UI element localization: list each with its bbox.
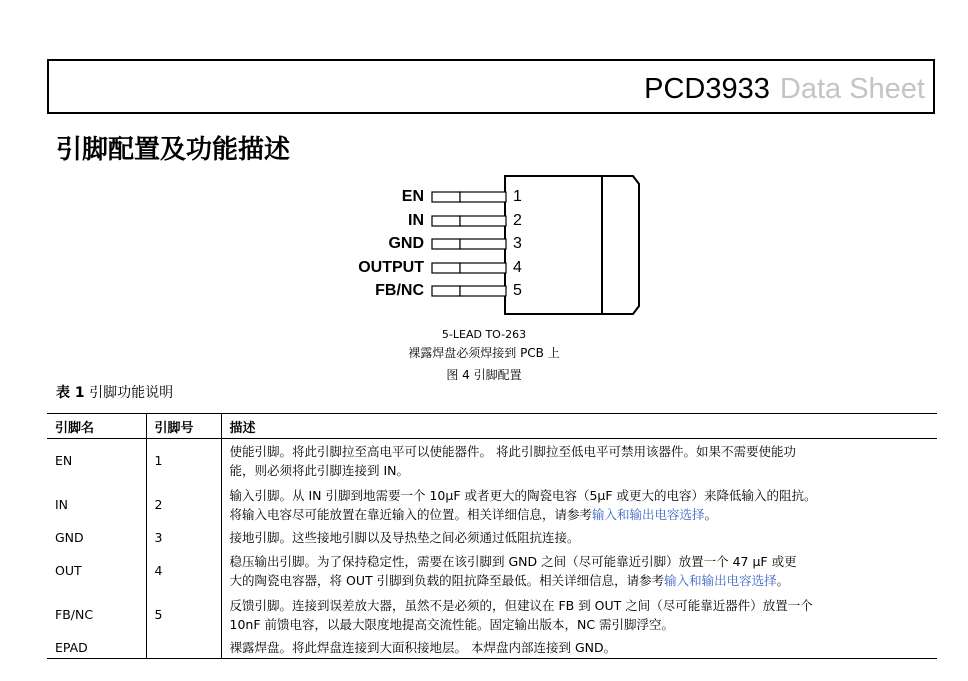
pin-1-lead [432,192,506,202]
description-tail: 。 [704,506,718,522]
package-caption: 5-LEAD TO-263 [441,328,527,341]
description-cell [221,593,937,637]
description-cell [221,527,937,549]
table-row [47,637,937,659]
pin-name-cell: IN [55,497,69,512]
section-title: 引脚配置及功能描述 [56,135,291,165]
header-box [47,59,935,114]
pin-number: 5 [513,282,522,299]
pin-number-cell: 2 [146,483,221,527]
description-line: 接地引脚。这些接地引脚以及导热垫之间必须通过低阻抗连接。 [229,530,580,545]
pin-name-cell: EN [55,453,73,469]
description-line: 稳压输出引脚。为了保持稳定性，需要在该引脚到 GND 之间（尽可能靠近引脚）放置一个 47 µF 或更 [229,553,797,569]
description-line: 裸露焊盘。将此焊盘连接到大面积接地层。 本焊盘内部连接到 GND。 [229,639,617,655]
description-tail: 。 [776,572,790,588]
table-title [56,384,173,402]
table-header-row [47,414,937,439]
pin-name-cell: FB/NC [55,607,94,622]
table-title-text: 引脚功能说明 [89,385,174,401]
column-header-pin-number: 引脚号 [146,414,221,439]
pin-number: 2 [513,212,522,229]
pin-number: 3 [513,235,522,252]
description-text: 大的陶瓷电容器，将 OUT 引脚到负载的阻抗降至最低。相关详细信息，请参考 [229,572,665,588]
description-line: 输入引脚。从 IN 引脚到地需要一个 10µF 或者更大的陶瓷电容（5µF 或更大的电容）来降低输入的阻抗。 [229,487,817,503]
pin-name-cell: OUT [55,563,82,578]
pin-name-cell: GND [55,530,84,545]
description-cell [221,483,937,527]
description-line: 10nF 前馈电容，以最大限度地提高交流性能。固定输出版本，NC 需引脚浮空。 [229,616,675,632]
pin-configuration-figure [340,172,650,320]
capacitor-selection-link[interactable]: 输入和输出电容选择 [664,572,777,588]
column-header-pin-name: 引脚名 [47,414,146,439]
pin-number-cell [146,637,221,659]
pin-3-lead [432,239,506,249]
description-line [230,505,930,524]
pin-5-lead [432,286,506,296]
pin-2-lead [432,216,506,226]
package-tab [602,176,639,314]
description-cell [221,439,937,483]
capacitor-selection-link[interactable]: 输入和输出电容选择 [592,506,705,522]
pin-name-cell: EPAD [47,637,146,659]
table-row [47,593,937,637]
pin-label: EN [401,188,424,205]
pin-label: IN [408,212,424,229]
description-line [230,571,930,590]
description-line: 使能引脚。将此引脚拉至高电平可以使能器件。 将此引脚拉至低电平可禁用该器件。如果不需要使能功 [229,443,796,459]
package-note: 裸露焊盘必须焊接到 PCB 上 [408,346,560,360]
description-line: 能，则必须将此引脚连接到 IN。 [229,462,410,478]
part-number: PCD3933 [644,73,770,105]
figure-caption: 图 4 引脚配置 [446,368,522,382]
table-row [47,527,937,549]
pin-number-cell: 5 [146,593,221,637]
description-cell [221,637,937,659]
pin-number-cell: 3 [146,527,221,549]
pin-label: OUTPUT [358,259,424,276]
pin-label: FB/NC [375,282,424,299]
description-line: 反馈引脚。连接到误差放大器，虽然不是必须的，但建议在 FB 到 OUT 之间（尽可能靠近器件）放置一个 [229,597,813,613]
pin-number: 1 [513,188,522,205]
table-row [47,483,937,527]
pin-label: GND [388,235,424,252]
pin-number-cell: 1 [146,439,221,483]
description-text: 将输入电容尽可能放置在靠近输入的位置。相关详细信息，请参考 [229,506,593,522]
pin-number-cell: 4 [146,549,221,593]
description-cell [221,549,937,593]
doc-type: Data Sheet [779,73,925,105]
pin-function-table [47,413,937,659]
pin-4-lead [432,263,506,273]
table-number: 表 1 [56,385,85,401]
header-title [644,73,925,105]
table-row [47,439,937,483]
column-header-description: 描述 [221,414,937,439]
table-row [47,549,937,593]
pin-number: 4 [513,259,522,276]
